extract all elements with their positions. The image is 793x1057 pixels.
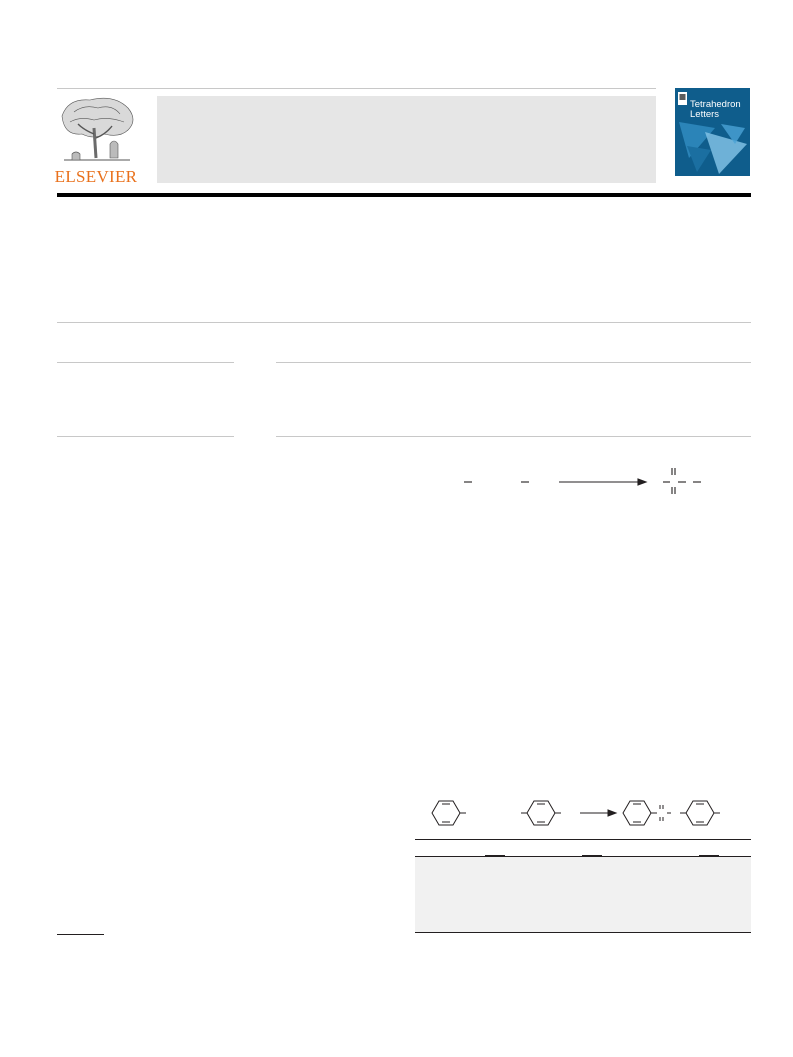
journal-cover — [675, 88, 750, 183]
table-bottom-rule — [415, 932, 751, 933]
publisher-logo-tree — [54, 94, 138, 166]
footnote-rule — [57, 934, 104, 935]
table-reaction-scheme — [415, 792, 751, 834]
header-thick-rule — [57, 193, 751, 197]
article-info-bottom-rule — [57, 436, 234, 437]
abstract-top-rule — [276, 362, 751, 363]
cover-title: Tetrahedron Letters — [690, 99, 741, 120]
graphical-abstract-scheme — [450, 462, 710, 498]
journal-banner — [157, 96, 656, 183]
title-block-rule — [57, 322, 751, 323]
top-rule — [57, 88, 656, 89]
table-body — [415, 857, 751, 932]
table-top-rule — [415, 839, 751, 840]
publisher-wordmark: ELSEVIER — [54, 167, 138, 186]
article-info-top-rule — [57, 362, 234, 363]
abstract-bottom-rule — [276, 436, 751, 437]
